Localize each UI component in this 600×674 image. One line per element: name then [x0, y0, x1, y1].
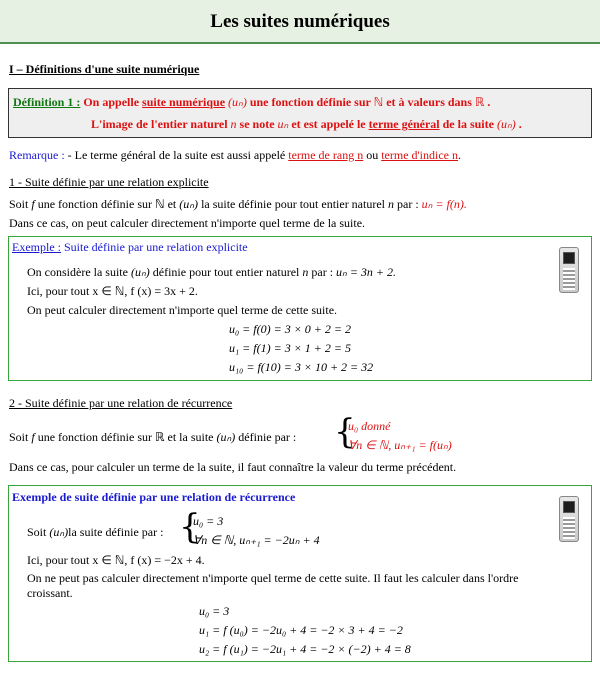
text: définie par :	[238, 430, 297, 444]
text: la suite définie pour tout entier naturel	[201, 197, 385, 211]
set-R-symbol: ℝ	[155, 430, 165, 444]
term-rang-n: terme de rang n	[288, 148, 364, 162]
term-suite-numerique: suite numérique	[142, 95, 226, 109]
definition-punct: .	[518, 117, 522, 131]
variable-n: n	[302, 265, 309, 279]
example-explicit-box	[8, 236, 592, 381]
remark	[9, 148, 461, 163]
explicit-definition-line	[9, 197, 467, 212]
text: On considère la suite	[27, 265, 128, 279]
general-term-symbol: uₙ	[277, 117, 289, 131]
recurrence-initial: u₀ donné	[348, 419, 391, 433]
example-heading	[12, 240, 248, 255]
set-R-symbol: ℝ	[474, 95, 485, 109]
definition-line-2	[91, 117, 522, 132]
function-f: f	[31, 197, 35, 211]
text: et la suite	[167, 430, 214, 444]
text: une fonction définie sur	[37, 197, 152, 211]
definition-punct: .	[487, 95, 491, 109]
example-recurrence-box	[8, 485, 592, 662]
definition-text: une fonction définie sur	[249, 95, 371, 109]
example-line: Ici, pour tout x ∈ ℕ, f (x) = 3x + 2.	[27, 284, 198, 298]
sequence-symbol: (uₙ)	[216, 430, 236, 444]
text: définie pour tout entier naturel	[152, 265, 300, 279]
definition-text: de la suite	[442, 117, 494, 131]
example-label: Exemple :	[12, 240, 61, 254]
example-title: Exemple de suite définie par une relation de récurrence	[12, 490, 296, 504]
definition-text: L'image de l'entier naturel	[91, 117, 228, 131]
text: la suite définie par :	[68, 525, 164, 539]
text: Soit	[9, 430, 29, 444]
text: par :	[311, 265, 334, 279]
calc-line: u₂ = f (u₁) = −2u₁ + 4 = −2 × (−2) + 4 = 8	[199, 642, 411, 656]
calc-line: u₁ = f(1) = 3 × 1 + 2 = 5	[229, 341, 351, 355]
explicit-consequence: Dans ce cas, on peut calculer directement n'importe quel terme de la suite.	[9, 216, 366, 230]
definition-text: se note	[239, 117, 275, 131]
page-title: Les suites numériques	[0, 0, 600, 44]
remark-punct: .	[458, 148, 462, 162]
term-indice-n: terme d'indice n	[381, 148, 459, 162]
remark-text: - Le terme général de la suite est aussi appelé	[67, 148, 286, 162]
calc-line: u₁₀ = f(10) = 3 × 10 + 2 = 32	[229, 360, 374, 374]
example-line: On ne peut pas calculer directement n'importe quel terme de cette suite. Il faut les calculer dans l'ordre	[27, 571, 519, 585]
subsection-heading-recurrence: 2 - Suite définie par une relation de récurrence	[9, 396, 233, 410]
definition-box	[8, 88, 592, 138]
recurrence-definition-line	[9, 430, 296, 445]
example-line: Ici, pour tout x ∈ ℕ, f (x) = −2x + 4.	[27, 553, 205, 567]
example-line	[27, 265, 396, 280]
calculator-icon	[559, 247, 579, 293]
recurrence-consequence: Dans ce cas, pour calculer un terme de la suite, il faut connaître la valeur du terme précédent.	[9, 460, 457, 474]
calculator-icon	[559, 496, 579, 542]
set-N-symbol: ℕ	[373, 95, 384, 109]
variable-n: n	[388, 197, 394, 211]
example-formula: uₙ = 3n + 2.	[336, 265, 397, 279]
example-line	[27, 525, 163, 540]
calc-line: u₁ = f (u₀) = −2u₀ + 4 = −2 × 3 + 4 = −2	[199, 623, 403, 637]
remark-text: ou	[366, 148, 379, 162]
subsection-heading-explicit: 1 - Suite définie par une relation explicite	[9, 175, 209, 189]
system-brace: {	[179, 507, 201, 547]
sequence-symbol: (uₙ)	[49, 525, 69, 539]
sequence-symbol: (uₙ)	[179, 197, 199, 211]
text: Soit	[27, 525, 47, 539]
term-terme-general: terme général	[368, 117, 440, 131]
definition-text: On appelle	[83, 95, 140, 109]
recurrence-relation: ∀n ∈ ℕ, uₙ₊₁ = f(uₙ)	[348, 438, 452, 452]
function-f: f	[31, 430, 35, 444]
calc-line: u₀ = f(0) = 3 × 0 + 2 = 2	[229, 322, 351, 336]
example-line: croissant.	[27, 586, 73, 600]
text: une fonction définie sur	[37, 430, 152, 444]
recurrence-initial: u₀ = 3	[193, 514, 224, 528]
explicit-formula: uₙ = f(n).	[421, 197, 467, 211]
remark-label: Remarque :	[9, 148, 65, 162]
example-title: Suite définie par une relation explicite	[63, 240, 248, 254]
calc-line: u₀ = 3	[199, 604, 230, 618]
example-line: On peut calculer directement n'importe quel terme de cette suite.	[27, 303, 338, 317]
sequence-symbol: (uₙ)	[130, 265, 150, 279]
sequence-symbol: (uₙ)	[228, 95, 247, 109]
definition-text: et est appelé le	[291, 117, 366, 131]
recurrence-relation: ∀n ∈ ℕ, uₙ₊₁ = −2uₙ + 4	[193, 533, 320, 547]
definition-line-1	[13, 95, 490, 110]
definition-text: et à valeurs dans	[386, 95, 472, 109]
definition-label: Définition 1 :	[13, 95, 81, 109]
text: par :	[397, 197, 419, 211]
variable-n: n	[230, 117, 237, 131]
system-brace: {	[334, 412, 356, 452]
sequence-symbol: (uₙ)	[496, 117, 516, 131]
set-N-symbol: ℕ	[155, 197, 165, 211]
section-heading: I – Définitions d'une suite numérique	[9, 62, 200, 76]
text: et	[167, 197, 177, 211]
text: Soit	[9, 197, 29, 211]
